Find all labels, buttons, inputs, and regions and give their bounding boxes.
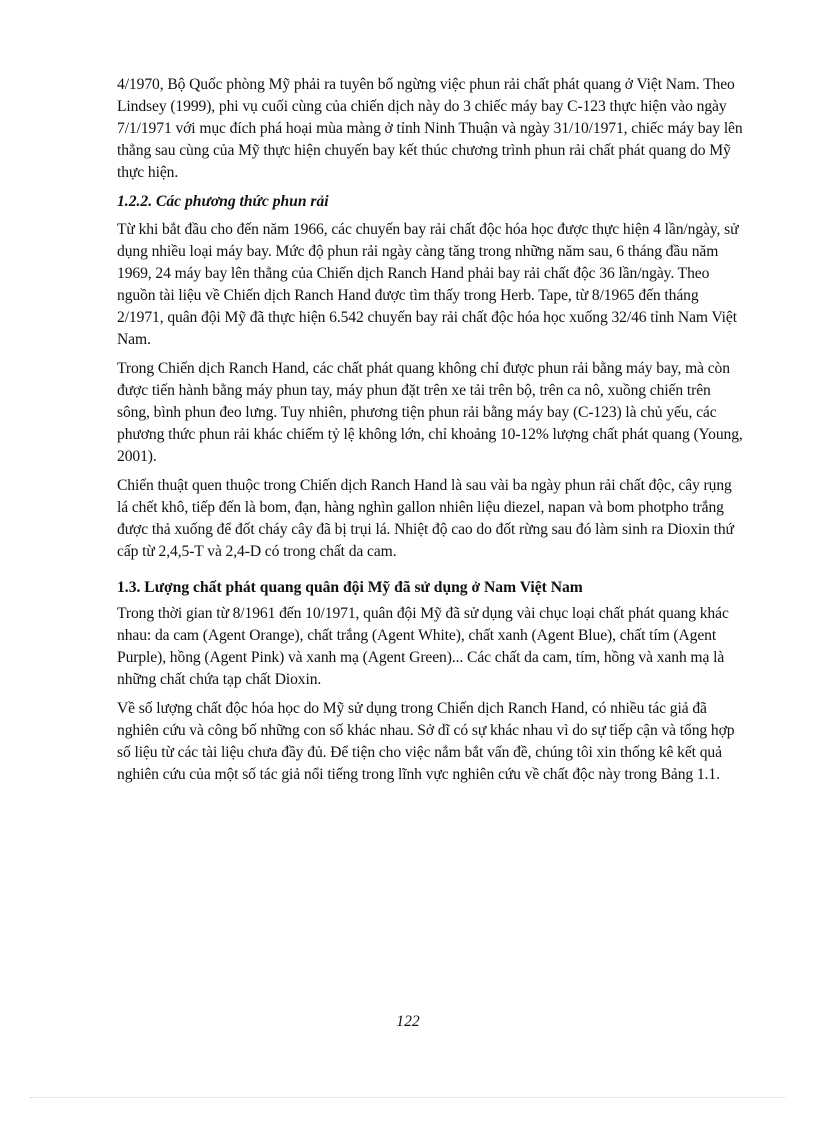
page-body — [117, 74, 743, 793]
paragraph: Về số lượng chất độc hóa học do Mỹ sử dụng trong Chiến dịch Ranch Hand, có nhiều tác giả đã nghiên cứu và công bố những con số khác nhau. Sở dĩ có sự khác nhau vì do sự tiếp cận và tổng hợp số liệu từ các tài liệu chưa đầy đủ. Để tiện cho việc nắm bắt vấn đề, chúng tôi xin thống kê kết quả nghiên cứu của một số tác giả nổi tiếng trong lĩnh vực nghiên cứu về chất độc này trong Bảng 1.1. — [117, 700, 735, 783]
page-number: 122 — [396, 1013, 420, 1030]
section-heading-1-2-2: 1.2.2. Các phương thức phun rải — [117, 193, 329, 210]
page-bottom-divider — [30, 1097, 786, 1098]
paragraph-intro: 4/1970, Bộ Quốc phòng Mỹ phải ra tuyên bố ngừng việc phun rải chất phát quang ở Việt Nam. Theo Lindsey (1999), phi vụ cuối cùng của chiến dịch này do 3 chiếc máy bay C-123 thực hiện vào ngày 7/1/1971 với mục đích phá hoại mùa màng ở tỉnh Ninh Thuận và ngày 31/10/1971, chiếc máy bay lên thẳng sau cùng của Mỹ thực hiện chuyến bay kết thúc chương trình phun rải chất phát quang do Mỹ thực hiện. — [117, 76, 743, 181]
paragraph: Chiến thuật quen thuộc trong Chiến dịch Ranch Hand là sau vài ba ngày phun rải chất độc, cây rụng lá chết khô, tiếp đến là bom, đạn, hàng nghìn gallon nhiên liệu diezel, napan và bom photpho trắng được thả xuống để đốt cháy cây đã bị trụi lá. Nhiệt độ cao do đốt rừng sau đó làm sinh ra Dioxin thứ cấp từ 2,4,5-T và 2,4-D có trong chất da cam. — [117, 477, 734, 560]
paragraph: Trong thời gian từ 8/1961 đến 10/1971, quân đội Mỹ đã sử dụng vài chục loại chất phát quang khác nhau: da cam (Agent Orange), chất trắng (Agent White), chất xanh (Agent Blue), chất tím (Agent Purple), hồng (Agent Pink) và xanh mạ (Agent Green)... Các chất da cam, tím, hồng và xanh mạ là những chất chứa tạp chất Dioxin. — [117, 605, 729, 688]
section-heading-1-3: 1.3. Lượng chất phát quang quân đội Mỹ đã sử dụng ở Nam Việt Nam — [117, 579, 583, 596]
paragraph: Trong Chiến dịch Ranch Hand, các chất phát quang không chỉ được phun rải bằng máy bay, mà còn được tiến hành bằng máy phun tay, máy phun đặt trên xe tải trên bộ, trên ca nô, xuồng chiến trên sông, bình phun đeo lưng. Tuy nhiên, phương tiện phun rải bằng máy bay (C-123) là chủ yếu, các phương thức phun rải khác chiếm tỷ lệ không lớn, chỉ khoảng 10-12% lượng chất phát quang (Young, 2001). — [117, 360, 743, 465]
paragraph: Từ khi bắt đầu cho đến năm 1966, các chuyến bay rải chất độc hóa học được thực hiện 4 lần/ngày, sử dụng nhiều loại máy bay. Mức độ phun rải ngày càng tăng trong những năm sau, 6 tháng đầu năm 1969, 24 máy bay lên thẳng của Chiến dịch Ranch Hand phải bay rải chất độc 36 lần/ngày. Theo nguồn tài liệu về Chiến dịch Ranch Hand được tìm thấy trong Herb. Tape, từ 8/1965 đến tháng 2/1971, quân đội Mỹ đã thực hiện 6.542 chuyến bay rải chất độc hóa học xuống 32/46 tỉnh Nam Việt Nam. — [117, 221, 739, 348]
